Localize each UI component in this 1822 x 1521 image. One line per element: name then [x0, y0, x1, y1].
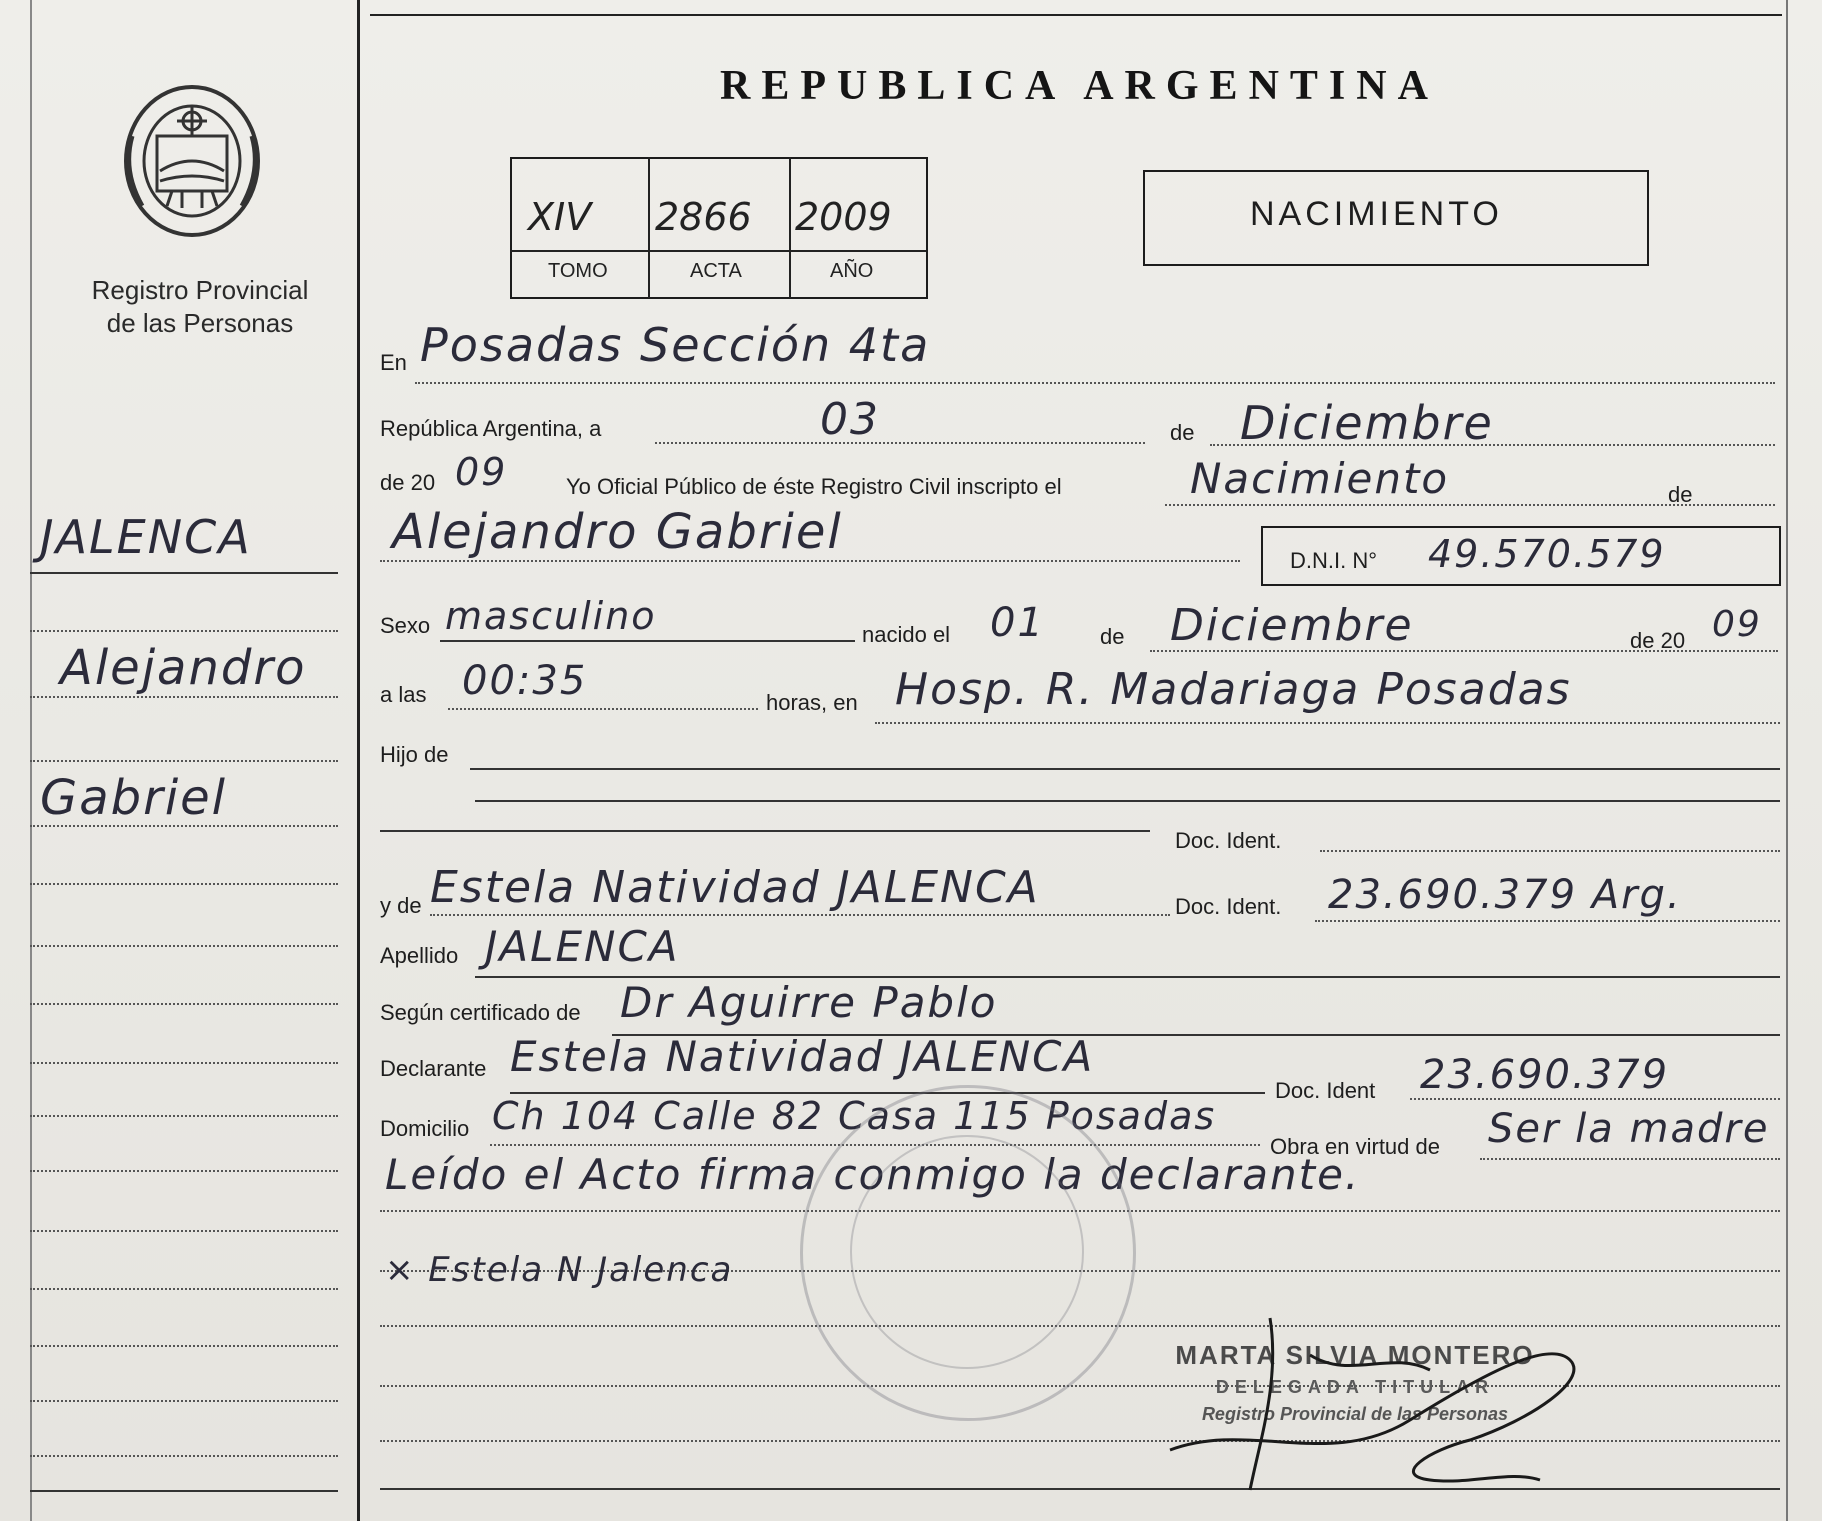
de-label: de: [1170, 420, 1195, 445]
tomo-value: XIV: [528, 195, 592, 239]
margin-dotted-line: [30, 1400, 338, 1402]
apellido-label: Apellido: [380, 943, 459, 968]
year-prefix-label: de 20: [380, 470, 436, 495]
form-line: [1165, 504, 1775, 506]
form-line: [1410, 1098, 1780, 1100]
mother-doc: 23.690.379 Arg.: [1328, 872, 1682, 918]
hijo-label: Hijo de: [380, 742, 449, 767]
republica-label: República Argentina, a: [380, 416, 602, 441]
horas-label: horas, en: [766, 690, 858, 715]
form-line: [1315, 920, 1780, 922]
declarante-value: Estela Natividad JALENCA: [510, 1032, 1095, 1081]
margin-dotted-line: [30, 883, 338, 885]
certificado-value: Dr Aguirre Pablo: [620, 978, 998, 1027]
margin-dotted-line: [30, 696, 338, 698]
registry-stamp-inner: [850, 1135, 1084, 1369]
form-line: [430, 914, 1170, 916]
form-line: [875, 722, 1780, 724]
certificado-label: Según certificado de: [380, 1000, 581, 1025]
margin-divider: [357, 0, 360, 1521]
event-value: Nacimiento: [1190, 454, 1450, 503]
margin-dotted-line: [30, 1062, 338, 1064]
anio-label: AÑO: [830, 260, 874, 282]
form-line: [448, 708, 758, 710]
margin-dotted-line: [30, 1230, 338, 1232]
form-line: [1210, 444, 1775, 446]
right-edge-line: [1786, 0, 1788, 1521]
birth-month-value: Diciembre: [1170, 600, 1414, 651]
alas-label: a las: [380, 682, 427, 707]
form-line: [415, 382, 1775, 384]
form-line: [380, 830, 1150, 832]
declarante-signature: × Estela N Jalenca: [385, 1250, 734, 1290]
acta-value: 2866: [655, 195, 752, 239]
margin-dotted-line: [30, 1288, 338, 1290]
dni-label: D.N.I. N°: [1290, 548, 1378, 573]
nacido-label: nacido el: [862, 622, 951, 647]
domicilio-label: Domicilio: [380, 1116, 470, 1141]
yde-label: y de: [380, 893, 422, 918]
dni-value: 49.570.579: [1428, 532, 1666, 576]
time-value: 00:35: [462, 658, 588, 704]
observation-text: Leído el Acto firma conmigo la declarante.: [385, 1150, 1361, 1199]
obra-value: Ser la madre: [1488, 1106, 1770, 1152]
record-box-rule: [510, 250, 926, 252]
month-value: Diciembre: [1240, 396, 1494, 450]
margin-surname: JALENCA: [40, 510, 252, 564]
margin-dotted-line: [30, 760, 338, 762]
day-value: 03: [820, 394, 880, 445]
tomo-label: TOMO: [548, 260, 608, 282]
margin-dotted-line: [30, 1345, 338, 1347]
top-rule: [370, 14, 1782, 16]
birth-year-label: de 20: [1630, 628, 1686, 653]
margin-dotted-line: [30, 630, 338, 632]
registry-line-1: Registro Provincial: [91, 275, 309, 305]
official-org: Registro Provincial de las Personas: [1201, 1404, 1509, 1424]
mother-name: Estela Natividad JALENCA: [430, 862, 1040, 913]
official-title: DELEGADA TITULAR: [1215, 1377, 1495, 1397]
obra-label: Obra en virtud de: [1270, 1134, 1440, 1159]
form-line: [1320, 850, 1780, 852]
form-line: [475, 800, 1780, 802]
form-line: [1150, 650, 1778, 652]
form-line: [470, 768, 1780, 770]
record-type: NACIMIENTO: [1250, 195, 1503, 233]
country-title: REPUBLICA ARGENTINA: [720, 63, 1439, 109]
de-label-3: de: [1100, 624, 1125, 649]
official-name: MARTA SILVIA MONTERO: [1175, 1340, 1535, 1370]
form-line: [380, 560, 1240, 562]
margin-line: [30, 572, 338, 574]
birth-day-value: 01: [990, 600, 1045, 646]
apellido-value: JALENCA: [485, 922, 680, 971]
margin-name-1: Alejandro: [60, 640, 307, 696]
margin-name-2: Gabriel: [40, 770, 228, 826]
misiones-crest-logo: [112, 76, 272, 246]
doc-ident-label-3: Doc. Ident: [1275, 1078, 1376, 1103]
acta-label: ACTA: [690, 260, 742, 282]
child-name: Alejandro Gabriel: [392, 504, 843, 560]
record-box-divider: [789, 157, 791, 298]
doc-ident-label-2: Doc. Ident.: [1175, 894, 1282, 919]
margin-line: [30, 1490, 338, 1492]
margin-dotted-line: [30, 945, 338, 947]
doc-ident-label: Doc. Ident.: [1175, 828, 1282, 853]
anio-value: 2009: [795, 195, 892, 239]
record-box-divider: [648, 157, 650, 298]
margin-dotted-line: [30, 1170, 338, 1172]
form-line: [440, 640, 855, 642]
birth-year-suffix: 09: [1712, 604, 1762, 645]
hospital-value: Hosp. R. Madariaga Posadas: [895, 664, 1572, 715]
year-suffix-value: 09: [455, 450, 508, 494]
de-label-2: de: [1668, 482, 1693, 507]
registry-line-2: de las Personas: [106, 308, 294, 338]
margin-dotted-line: [30, 825, 338, 827]
place-value: Posadas Sección 4ta: [420, 318, 931, 372]
margin-dotted-line: [30, 1003, 338, 1005]
form-line: [655, 442, 1145, 444]
official-signature: [1130, 1300, 1610, 1500]
form-line: [1480, 1158, 1780, 1160]
sexo-value: masculino: [445, 594, 657, 638]
margin-dotted-line: [30, 1115, 338, 1117]
oficial-label: Yo Oficial Público de éste Registro Civil inscripto el: [566, 474, 1062, 499]
margin-dotted-line: [30, 1455, 338, 1457]
en-label: En: [380, 350, 407, 375]
declarante-doc: 23.690.379: [1420, 1052, 1670, 1098]
sexo-label: Sexo: [380, 613, 431, 638]
domicilio-value: Ch 104 Calle 82 Casa 115 Posadas: [492, 1094, 1217, 1138]
declarante-label: Declarante: [380, 1056, 487, 1081]
